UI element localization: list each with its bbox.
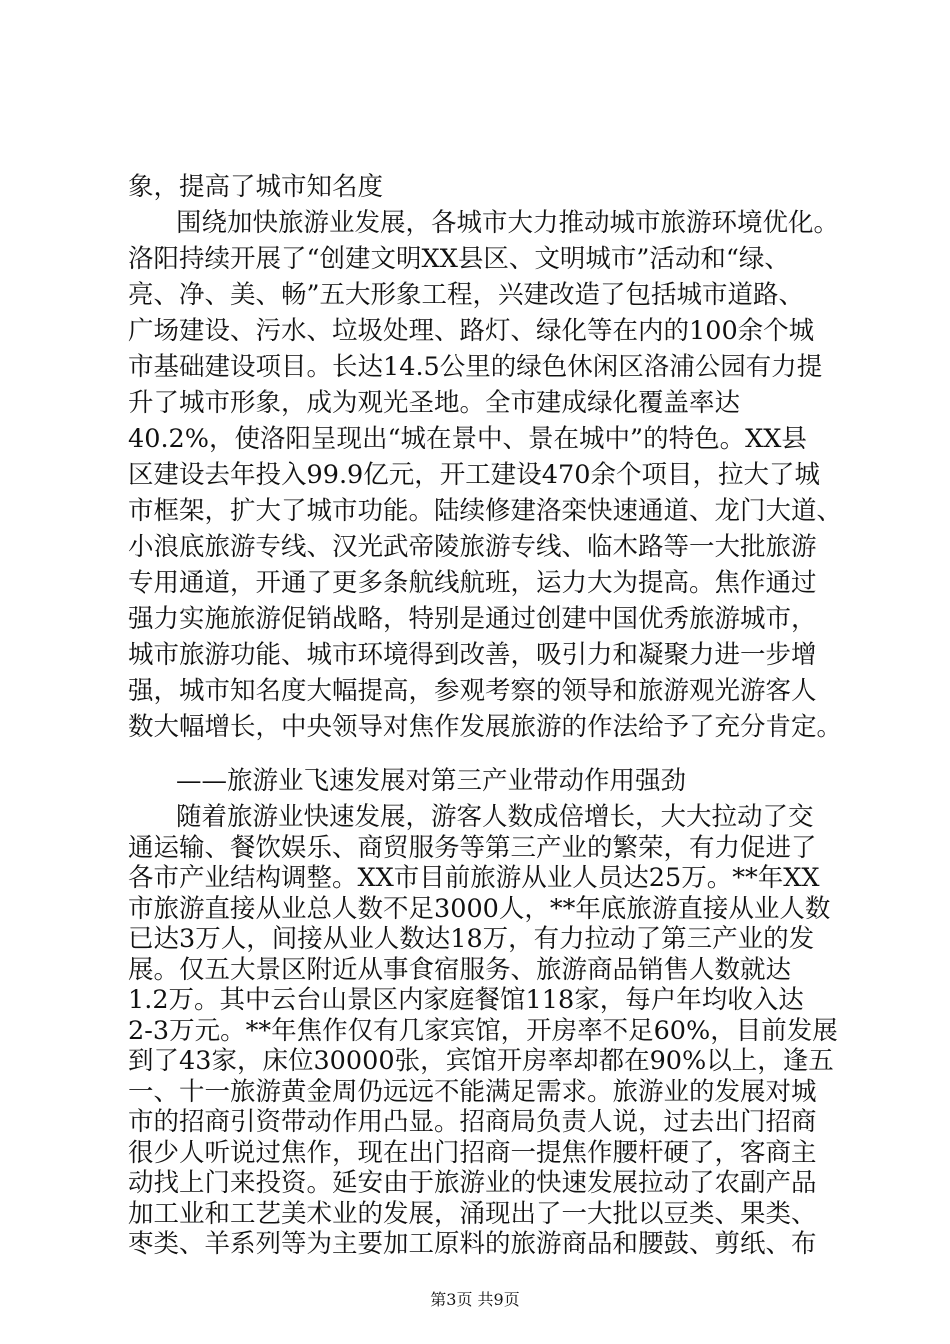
paragraph-line: 亮、净、美、畅”五大形象工程，兴建改造了包括城市道路、 bbox=[128, 280, 805, 310]
paragraph-line: 各市产业结构调整。XX市目前旅游从业人员达25万。**年XX bbox=[128, 863, 820, 893]
paragraph-line: 城市旅游功能、城市环境得到改善，吸引力和凝聚力进一步增 bbox=[128, 640, 817, 670]
paragraph-line: 升了城市形象，成为观光圣地。全市建成绿化覆盖率达 bbox=[128, 388, 741, 418]
paragraph-line: 市基础建设项目。长达14.5公里的绿色休闲区洛浦公园有力提 bbox=[128, 352, 823, 382]
paragraph-line: 广场建设、污水、垃圾处理、路灯、绿化等在内的100余个城 bbox=[128, 316, 815, 346]
paragraph-line: 随着旅游业快速发展，游客人数成倍增长，大大拉动了交 bbox=[176, 802, 814, 832]
paragraph-line: 枣类、羊系列等为主要加工原料的旅游商品和腰鼓、剪纸、布 bbox=[128, 1229, 817, 1259]
page-footer: 第3页 共9页 bbox=[430, 1290, 520, 1309]
paragraph-line: 小浪底旅游专线、汉光武帝陵旅游专线、临木路等一大批旅游 bbox=[128, 532, 817, 562]
paragraph-line: 专用通道，开通了更多条航线航班，运力大为提高。焦作通过 bbox=[128, 568, 817, 598]
paragraph-line: 很少人听说过焦作，现在出门招商一提焦作腰杆硬了，客商主 bbox=[128, 1137, 817, 1168]
paragraph-line: 洛阳持续开展了“创建文明XX县区、文明城市”活动和“绿、 bbox=[128, 244, 790, 274]
paragraph-line: 区建设去年投入99.9亿元，开工建设470余个项目，拉大了城 bbox=[128, 460, 820, 490]
paragraph-line: 到了43家，床位30000张，宾馆开房率却都在90%以上，逢五 bbox=[128, 1046, 834, 1076]
section-heading: ——旅游业飞速发展对第三产业带动作用强劲 bbox=[176, 766, 687, 796]
paragraph-line: 动找上门来投资。延安由于旅游业的快速发展拉动了农副产品 bbox=[128, 1168, 817, 1198]
paragraph-line: 展。仅五大景区附近从事食宿服务、旅游商品销售人数就达 bbox=[128, 954, 792, 985]
paragraph-line: 强，城市知名度大幅提高，参观考察的领导和旅游观光游客人 bbox=[128, 676, 817, 706]
paragraph-line: 已达3万人，间接从业人数达18万，有力拉动了第三产业的发 bbox=[128, 924, 815, 954]
paragraph-line: 加工业和工艺美术业的发展，涌现出了一大批以豆类、果类、 bbox=[128, 1198, 817, 1229]
paragraph-line: 市的招商引资带动作用凸显。招商局负责人说，过去出门招商 bbox=[128, 1107, 817, 1137]
paragraph-line: 通运输、餐饮娱乐、商贸服务等第三产业的繁荣，有力促进了 bbox=[128, 832, 817, 863]
paragraph-line: 一、十一旅游黄金周仍远远不能满足需求。旅游业的发展对城 bbox=[128, 1076, 817, 1107]
paragraph-line: 围绕加快旅游业发展，各城市大力推动城市旅游环境优化。 bbox=[176, 208, 840, 238]
paragraph-line: 数大幅增长，中央领导对焦作发展旅游的作法给予了充分肯定。 bbox=[128, 712, 843, 742]
paragraph-line: 40.2%，使洛阳呈现出“城在景中、景在城中”的特色。XX县 bbox=[128, 424, 807, 454]
paragraph-line: 市旅游直接从业总人数不足3000人，**年底旅游直接从业人数 bbox=[128, 893, 831, 924]
paragraph-line: 2-3万元。**年焦作仅有几家宾馆，开房率不足60%，目前发展 bbox=[128, 1015, 838, 1046]
paragraph-line: 强力实施旅游促销战略，特别是通过创建中国优秀旅游城市， bbox=[128, 604, 817, 634]
paragraph-line: 市框架，扩大了城市功能。陆续修建洛栾快速通道、龙门大道、 bbox=[128, 496, 843, 526]
paragraph-line: 1.2万。其中云台山景区内家庭餐馆118家，每户年均收入达 bbox=[128, 985, 804, 1015]
paragraph-line: 象，提高了城市知名度 bbox=[128, 172, 384, 202]
